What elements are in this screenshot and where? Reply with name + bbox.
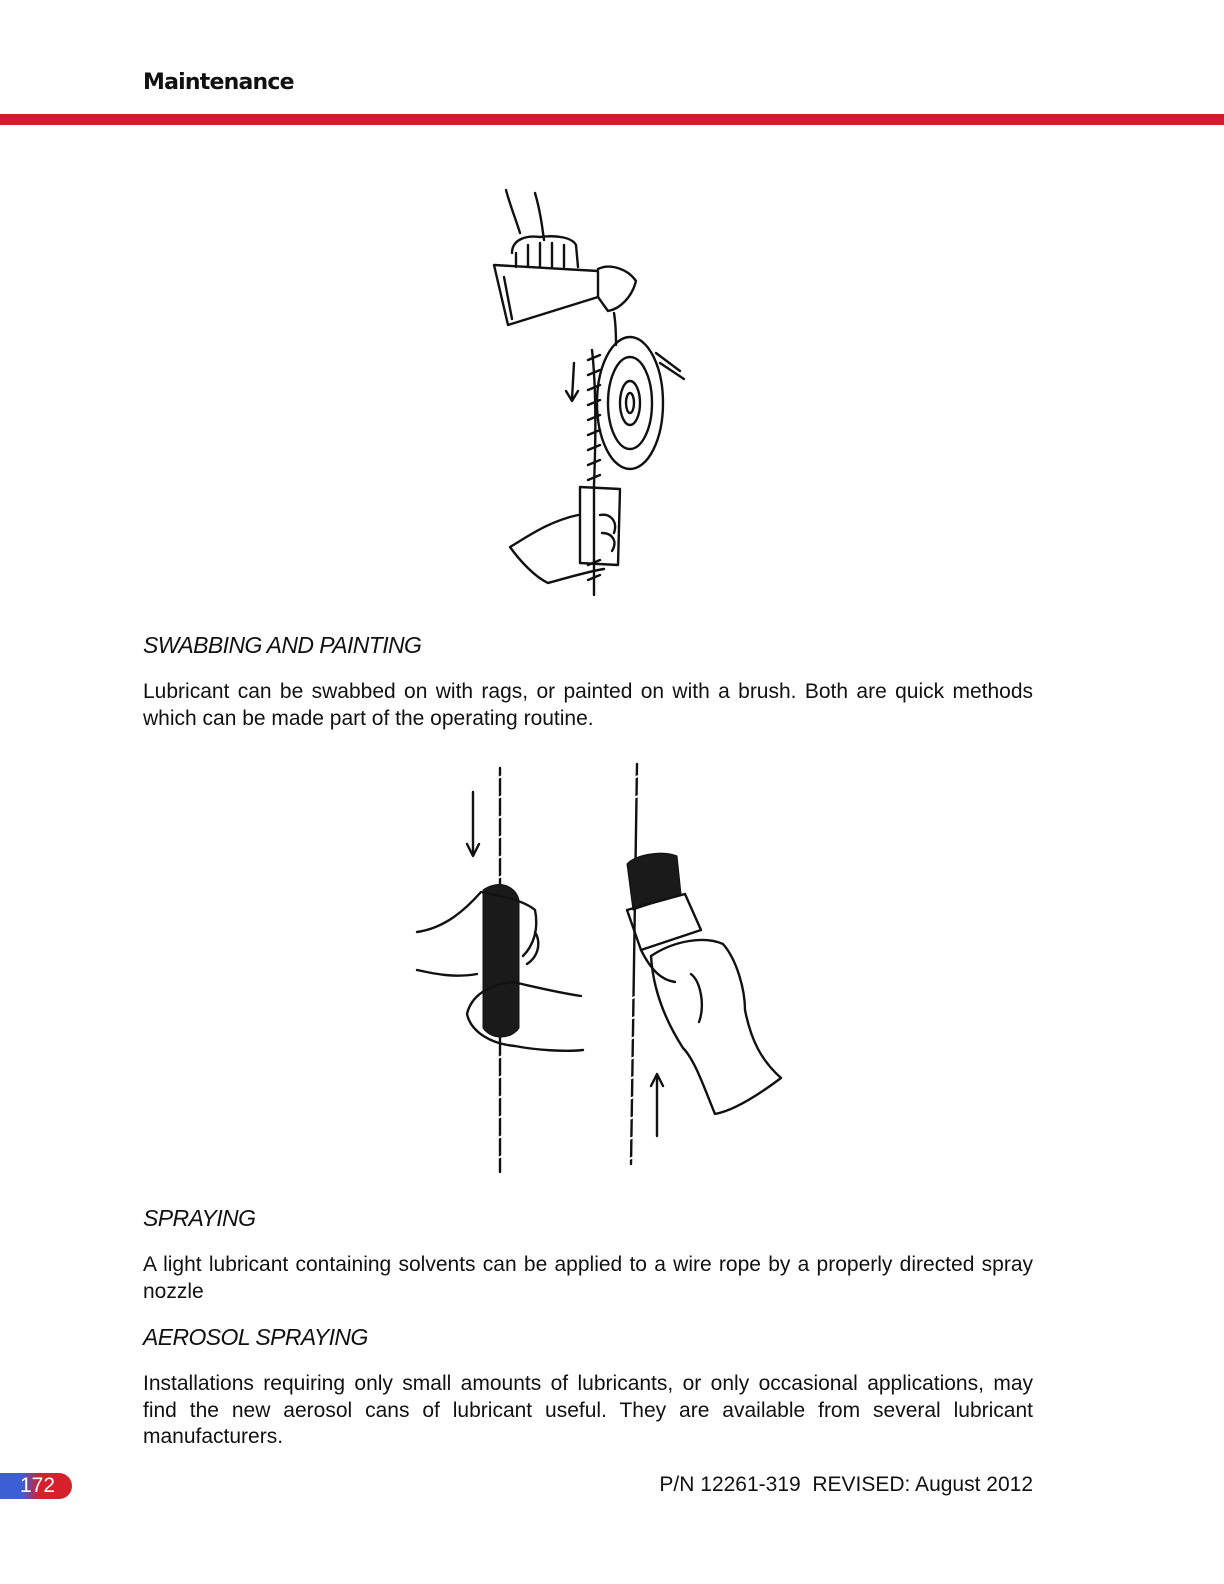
up-arrow-icon xyxy=(651,1074,663,1136)
header-rule xyxy=(0,114,1224,125)
paragraph-swabbing-and-painting: Lubricant can be swabbed on with rags, or painted on with a brush. Both are quick methods which can be made part of the operating routine. xyxy=(143,680,1033,730)
oil-pour-figure xyxy=(480,185,710,600)
rag-hands-icon xyxy=(417,885,583,1051)
heading-aerosol-spraying: AEROSOL SPRAYING xyxy=(143,1324,368,1350)
brush-hand-icon xyxy=(651,940,781,1114)
down-arrow-icon xyxy=(566,363,578,401)
upper-hand-icon xyxy=(506,190,578,267)
lower-hand-icon xyxy=(510,487,620,583)
paragraph-spraying: A light lubricant containing solvents can be applied to a wire rope by a properly directed spray nozzle xyxy=(143,1253,1033,1303)
swab-and-paint-figure xyxy=(405,760,805,1180)
page-number: 172 xyxy=(20,1474,56,1497)
sheave-icon xyxy=(597,337,684,469)
wire-rope-icon xyxy=(588,350,600,595)
heading-swabbing-and-painting: SWABBING AND PAINTING xyxy=(143,632,422,658)
footer-part-number: P/N 12261-319 REVISED: August 2012 xyxy=(659,1473,1033,1496)
paragraph-aerosol-spraying: Installations requiring only small amounts of lubricants, or only occasional applications, may find the new aerosol cans of lubricant useful. They are available from several lubricant manufacturers. xyxy=(143,1372,1033,1448)
left-down-arrow-icon xyxy=(467,792,479,856)
section-title: Maintenance xyxy=(143,70,294,95)
oil-stream xyxy=(614,313,616,345)
paint-brush-icon xyxy=(627,853,701,982)
heading-spraying: SPRAYING xyxy=(143,1205,256,1231)
right-wire-rope-icon xyxy=(627,764,643,1164)
